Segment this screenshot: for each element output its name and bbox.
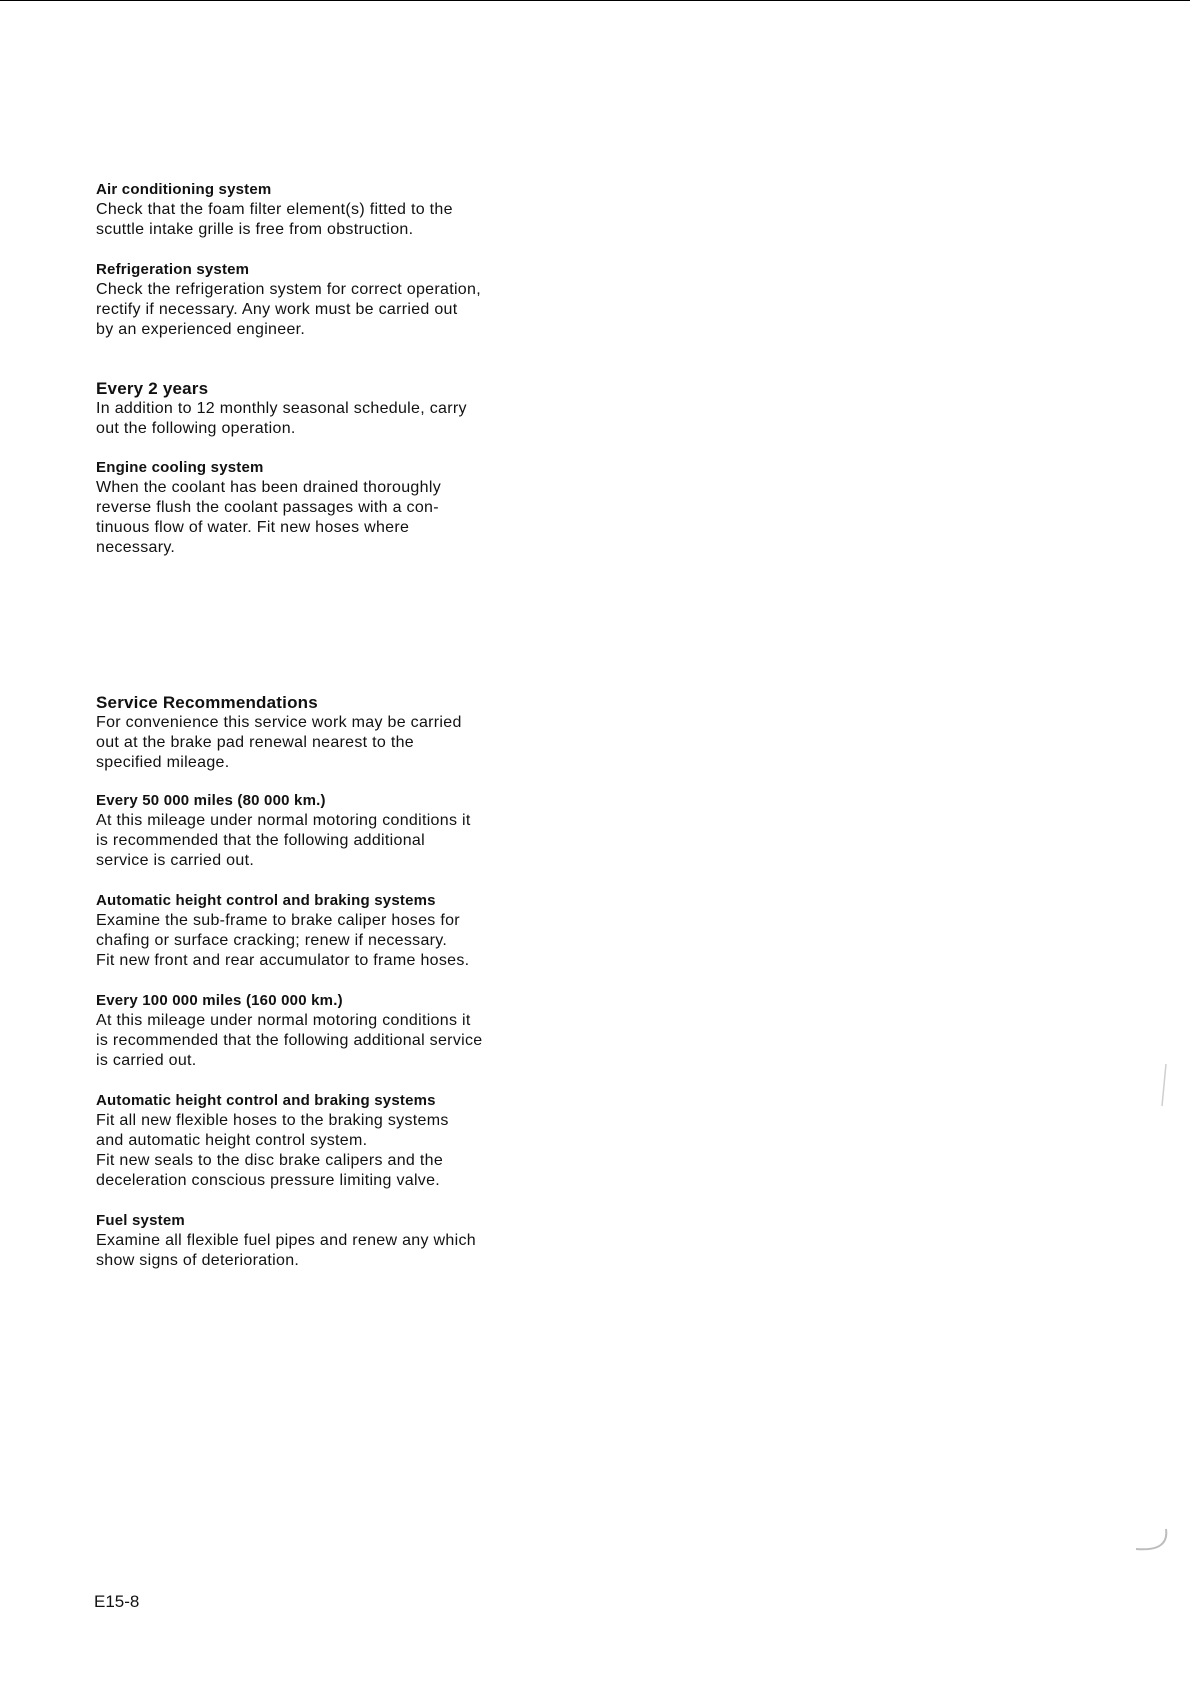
section-body: Fit all new flexible hoses to the braking systems and automatic height control system. Fit new seals to the disc brake calipers and the deceleration conscious pressure limiting valve. [96,1112,449,1189]
section-heading: Service Recommendations [96,693,318,712]
section-height-control-braking-1 [96,891,576,971]
section-heading: Every 50 000 miles (80 000 km.) [96,792,326,809]
section-heading: Air conditioning system [96,181,272,198]
section-body: Examine the sub-frame to brake caliper hoses for chafing or surface cracking; renew if necessary. Fit new front and rear accumulator to frame hoses. [96,912,470,969]
section-body: Examine all flexible fuel pipes and renew any which show signs of deterioration. [96,1232,476,1269]
section-air-conditioning [96,180,576,240]
section-heading: Automatic height control and braking systems [96,1092,436,1109]
section-heading: Every 100 000 miles (160 000 km.) [96,992,343,1009]
section-body: At this mileage under normal motoring conditions it is recommended that the following additional service is carried out. [96,812,471,869]
section-every-2-years [96,378,576,439]
section-heading: Every 2 years [96,379,209,398]
scan-mark [1158,1060,1170,1110]
section-body: At this mileage under normal motoring conditions it is recommended that the following additional service is carried out. [96,1012,483,1069]
section-engine-cooling [96,458,576,558]
page-number: E15-8 [94,1592,140,1611]
section-heading: Fuel system [96,1212,185,1229]
section-body: For convenience this service work may be carried out at the brake pad renewal nearest to the specified mileage. [96,714,462,771]
section-heading: Refrigeration system [96,261,250,278]
section-body: Check that the foam filter element(s) fitted to the scuttle intake grille is free from obstruction. [96,201,453,238]
scan-mark [1132,1525,1172,1555]
section-heading: Automatic height control and braking systems [96,892,436,909]
section-refrigeration [96,260,576,340]
page-top-border [0,0,1190,1]
section-height-control-braking-2 [96,1091,576,1191]
section-heading: Engine cooling system [96,459,264,476]
section-every-50000-miles [96,791,576,871]
section-body: When the coolant has been drained thoroughly reverse flush the coolant passages with a con- tinuous flow of water. Fit new hoses where necessary. [96,479,441,556]
section-service-recommendations [96,692,576,773]
section-body: Check the refrigeration system for correct operation, rectify if necessary. Any work must be carried out by an experienced engineer. [96,281,481,338]
section-every-100000-miles [96,991,576,1071]
section-body: In addition to 12 monthly seasonal schedule, carry out the following operation. [96,400,467,437]
section-fuel-system [96,1211,576,1271]
